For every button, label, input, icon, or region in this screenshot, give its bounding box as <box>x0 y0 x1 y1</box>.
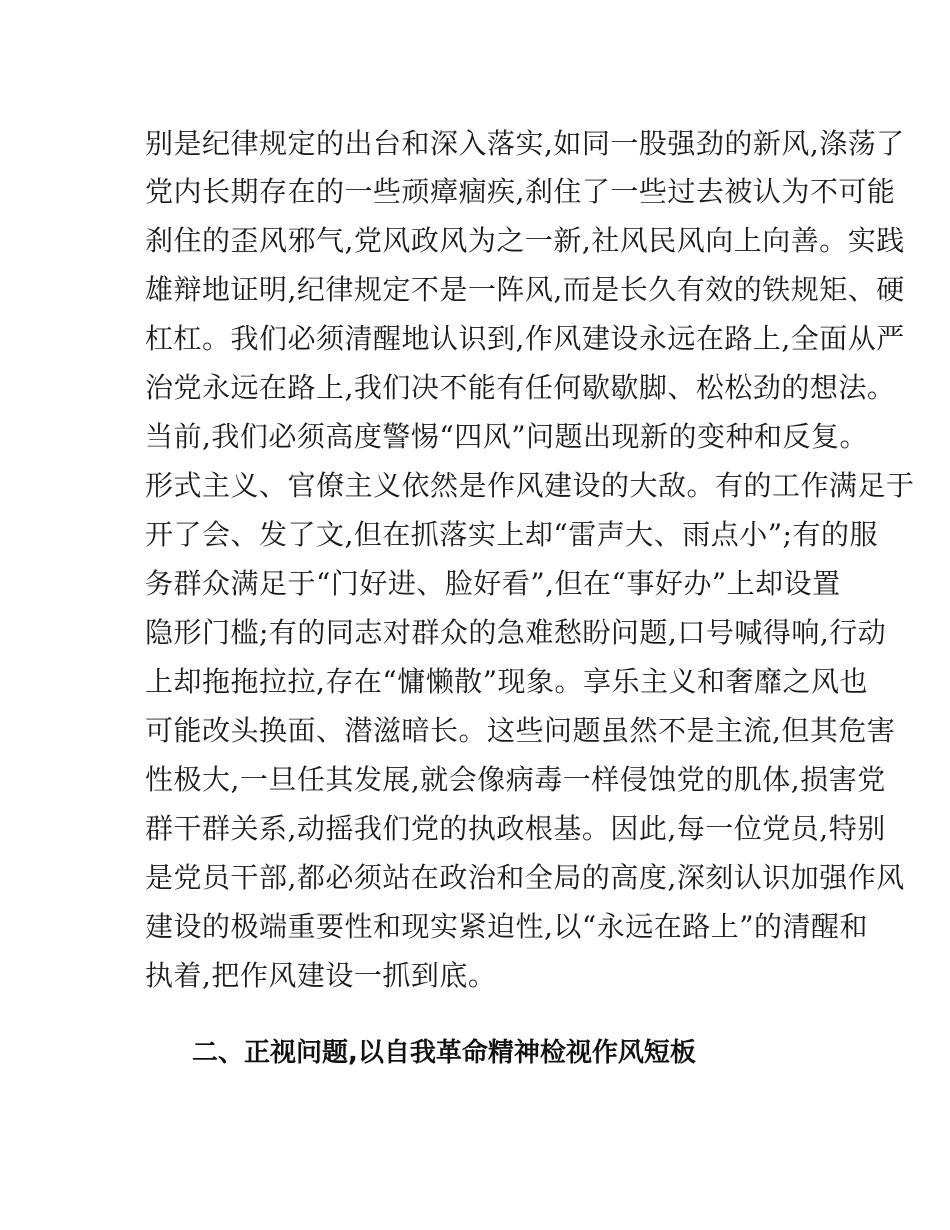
body-line: 上却拖拖拉拉,存在“慵懒散”现象。享乐主义和奢靡之风也 <box>145 665 869 698</box>
body-line: 性极大,一旦任其发展,就会像病毒一样侵蚀党的肌体,损害党 <box>145 763 886 796</box>
body-line: 别是纪律规定的出台和深入落实,如同一股强劲的新风,涤荡了 <box>145 127 905 160</box>
body-line: 群干群关系,动摇我们党的执政根基。因此,每一位党员,特别 <box>145 812 886 845</box>
body-line: 党内长期存在的一些顽瘴痼疾,刹住了一些过去被认为不可能 <box>145 175 896 208</box>
body-line: 务群众满足于“门好进、脸好看”,但在“事好办”上却设置 <box>145 567 841 600</box>
body-line: 当前,我们必须高度警惕“四风”问题出现新的变种和反复。 <box>145 420 869 453</box>
body-line: 建设的极端重要性和现实紧迫性,以“永远在路上”的清醒和 <box>145 910 869 943</box>
body-line: 形式主义、官僚主义依然是作风建设的大敌。有的工作满足于 <box>145 469 915 502</box>
body-line: 治党永远在路上,我们决不能有任何歇歇脚、松松劲的想法。 <box>145 371 896 404</box>
body-line: 刹住的歪风邪气,党风政风为之一新,社风民风向上向善。实践 <box>145 224 905 257</box>
body-line: 隐形门槛;有的同志对群众的急难愁盼问题,口号喊得响,行动 <box>145 616 887 649</box>
body-line: 是党员干部,都必须站在政治和全局的高度,深刻认识加强作风 <box>145 861 905 894</box>
body-line: 执着,把作风建设一抓到底。 <box>145 959 497 992</box>
body-line: 雄辩地证明,纪律规定不是一阵风,而是长久有效的铁规矩、硬 <box>145 273 905 306</box>
section-heading: 二、正视问题,以自我革命精神检视作风短板 <box>192 1038 696 1068</box>
body-line: 杠杠。我们必须清醒地认识到,作风建设永远在路上,全面从严 <box>145 322 905 355</box>
body-line: 开了会、发了文,但在抓落实上却“雷声大、雨点小”;有的服 <box>145 518 878 551</box>
body-line: 可能改头换面、潜滋暗长。这些问题虽然不是主流,但其危害 <box>145 714 896 747</box>
